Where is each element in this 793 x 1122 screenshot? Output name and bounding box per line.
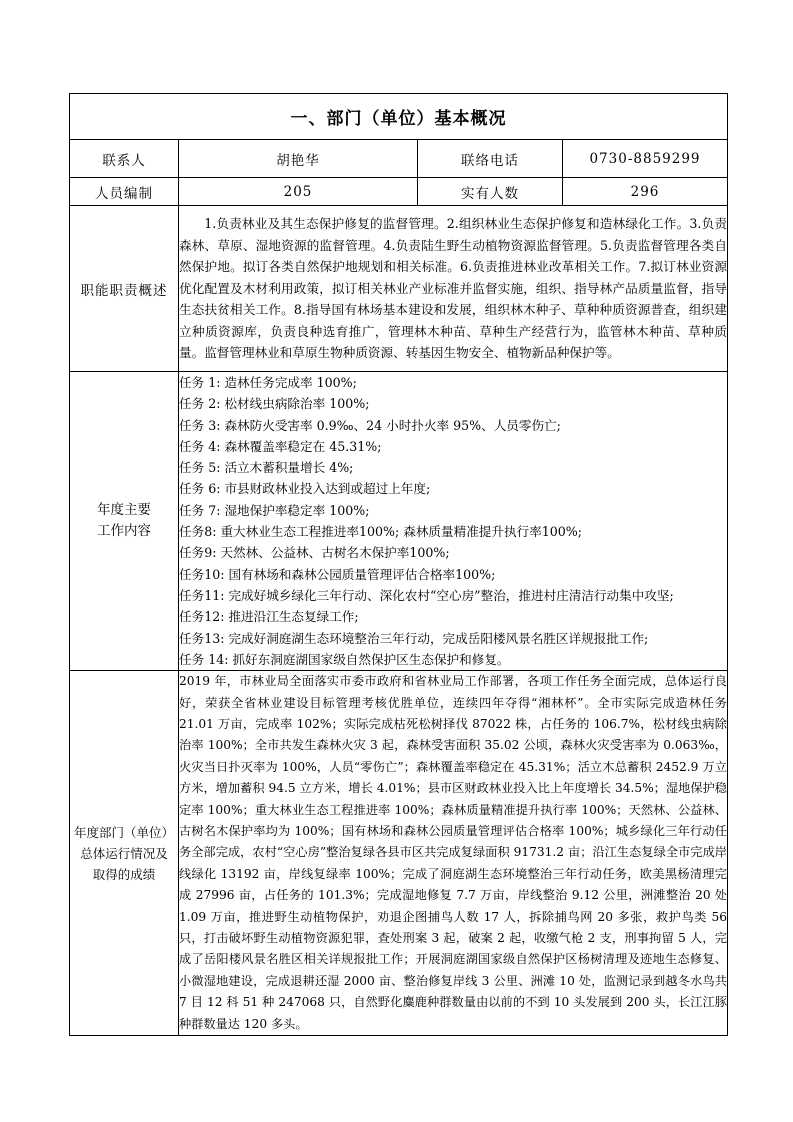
staff-quota-value: 205 [179, 178, 418, 206]
contact-phone-label: 联络电话 [418, 140, 563, 178]
contact-person-label: 联系人 [70, 140, 179, 178]
task-item: 任务 14: 抓好东洞庭湖国家级自然保护区生态保护和修复。 [179, 651, 510, 667]
task-item: 任务 5: 活立木蓄积量增长 4%; [179, 460, 354, 476]
results-label-line2: 总体运行情况及 [80, 845, 168, 861]
section-title: 一、部门（单位）基本概况 [70, 94, 728, 140]
task-item: 任务13: 完成好洞庭湖生态环境整治三年行动，完成岳阳楼风景名胜区详规报批工作; [179, 630, 649, 646]
results-label [70, 671, 179, 1036]
task-item: 任务 7: 湿地保护率稳定率 100%; [179, 502, 370, 518]
task-item: 任务8: 重大林业生态工程推进率100%; 森林质量精准提升执行率100%; [179, 524, 583, 540]
tasks-list [179, 372, 728, 671]
duties-text: 1.负责林业及其生态保护修复的监督管理。2.组织林业生态保护修复和造林绿化工作。3.负责森林、草原、湿地资源的监督管理。4.负责陆生野生动植物资源监督管理。5.负责监督管理各类自然保护地。拟订各类自然保护地规划和相关标准。6.负责推进林业改革相关工作。7.拟订林业资源优化配置及木材利用政策，拟订相关林业产业标准并监督实施，组织、指导林产品质量监督，指导生态扶贫相关工作。8.指导国有林场基本建设和发展，组织林木种子、草种种质资源普查，组织建立种质资源库，负责良种选育推广，管理林木种苗、草种生产经营行为，监管林木种苗、草种质量。监督管理林业和草原生物种质资源、转基因生物安全、植物新品种保护等。 [179, 206, 728, 372]
staff-actual-label: 实有人数 [418, 178, 563, 206]
results-label-line1: 年度部门（单位） [73, 824, 174, 840]
task-item: 任务 1: 造林任务完成率 100%; [179, 375, 357, 390]
staff-quota-label: 人员编制 [70, 178, 179, 206]
task-item: 任务11: 完成好城乡绿化三年行动、深化农村“空心房”整治，推进村庄清洁行动集中攻坚; [179, 587, 674, 603]
results-label-line3: 取得的成绩 [92, 866, 156, 882]
tasks-label [70, 372, 179, 671]
tasks-label-line1: 年度主要 [97, 502, 151, 519]
duties-label: 职能职责概述 [70, 206, 179, 372]
tasks-label-line2: 工作内容 [97, 523, 151, 540]
task-item: 任务 3: 森林防火受害率 0.9‰、24 小时扑火率 95%、人员零伤亡; [179, 417, 561, 433]
basic-overview-table [69, 93, 728, 1036]
task-item: 任务 2: 松材线虫病除治率 100%; [179, 396, 370, 412]
staff-actual-value: 296 [563, 178, 728, 206]
task-item: 任务 6: 市县财政林业投入达到或超过上年度; [179, 481, 431, 497]
results-text: 2019 年，市林业局全面落实市委市政府和省林业局工作部署，各项工作任务全面完成，总体运行良好，荣获全省林业建设目标管理考核优胜单位，连续四年夺得“湘林杯”。全市实际完成造林任务 21.01 万亩，完成率 102%；实际完成枯死松树择伐 87022 株，占任务的 106.7%，松材线虫病除治率 100%；全市共发生森林火灾 3 起，森林受害面积 35.02 公顷，森林火灾受害率为 0.063‰，火灾当日扑灭率为 100%，人员“零伤亡”；森林覆盖率稳定在 45.31%；活立木总蓄积 2452.9 万立方米，增加蓄积 94.5 立方米，增长 4.01%；县市区财政林业投入比上年度增长 34.5%；湿地保护稳定率 100%；重大林业生态工程推进率 100%；森林质量精准提升执行率 100%；天然林、公益林、古树名木保护率均为 100%；国有林场和森林公园质量管理评估合格率 100%；城乡绿化三年行动任务全部完成，农村“空心房”整治复绿各县市区共完成复绿面积 91731.2 亩；沿江生态复绿全市完成岸线绿化 13192 亩，岸线复绿率 100%；完成了洞庭湖生态环境整治三年行动任务，欧美黑杨清理完成 27996 亩，占任务的 101.3%；完成湿地修复 7.7 万亩，岸线整治 9.12 公里，洲滩整治 20 处 1.09 万亩，推进野生动植物保护，劝退企图捕鸟人数 17 人，拆除捕鸟网 20 多张，救护鸟类 56 只，打击破坏野生动植物资源犯罪，查处刑案 3 起，破案 2 起，收缴气枪 2 支，刑事拘留 5 人，完成了岳阳楼风景名胜区相关详规报批工作；开展洞庭湖国家级自然保护区杨树清理及迹地生态修复、小微湿地建设，完成退耕还湿 2000 亩、整治修复岸线 3 公里、洲滩 10 处，监测记录到越冬水鸟共 7 目 12 科 51 种 247068 只，自然野化麋鹿种群数量由以前的不到 10 头发展到 200 头，长江江豚种群数量达 120 多头。 [179, 671, 728, 1036]
task-item: 任务10: 国有林场和森林公园质量管理评估合格率100%; [179, 566, 496, 582]
task-item: 任务9: 天然林、公益林、古树名木保护率100%; [179, 545, 450, 561]
task-item: 任务12: 推进沿江生态复绿工作; [179, 609, 359, 625]
task-item: 任务 4: 森林覆盖率稳定在 45.31%; [179, 438, 382, 454]
contact-phone-value: 0730-8859299 [563, 140, 728, 178]
contact-person-value: 胡艳华 [179, 140, 418, 178]
